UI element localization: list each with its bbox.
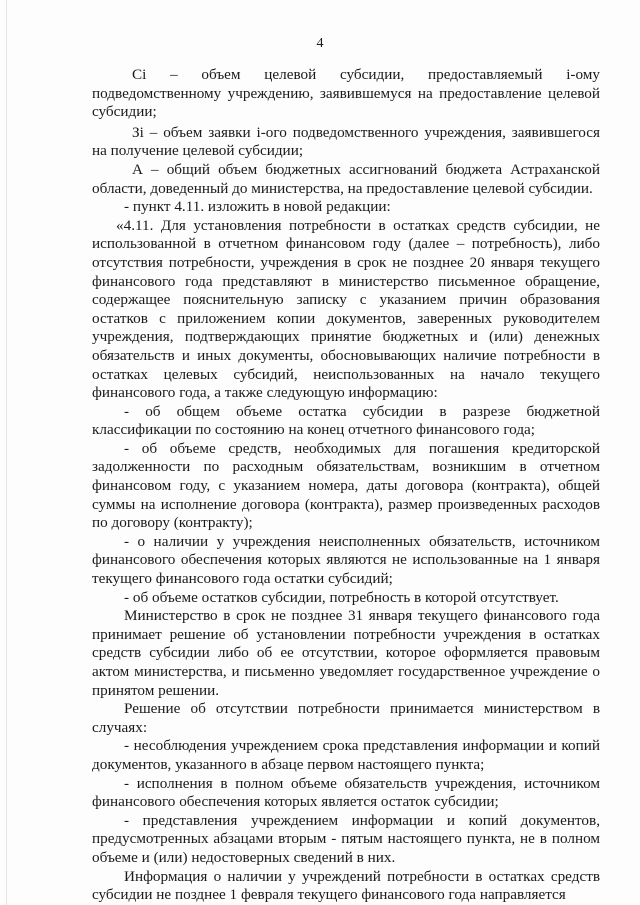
page-number: 4 (316, 36, 324, 51)
scan-edge-line (6, 0, 7, 905)
list-item-full-fulfillment: - исполнения в полном объеме обязательств учреждения, источником финансового обеспечения которых является остаток субсидии; (92, 774, 600, 811)
paragraph-ci-definition: Ci – объем целевой субсидии, предоставляемый i-ому подведомственному учреждению, заявившемуся на предоставление целевой субсидии; (92, 66, 600, 121)
list-item-incomplete-info: - представления учреждением информации и копий документов, предусмотренных абзацами вторым - пятым настоящего пункта, не в полном объеме и (или) недостоверных сведений в них. (92, 811, 600, 866)
paragraph-no-need-cases: Решение об отсутствии потребности принимается министерством в случаях: (92, 700, 600, 736)
paragraph-ministry-decision: Министерство в срок не позднее 31 января текущего финансового года принимает решение об установлении потребности учреждения в остатках средств субсидии либо об ее отсутствии, которое оформляется правовым актом министерства, и письменно уведомляет государственное учреждение о принятом решении. (92, 607, 600, 699)
list-item-no-need-balance: - об объеме остатков субсидии, потребность в которой отсутствует. (124, 588, 559, 606)
paragraph-amendment-intro: - пункт 4.11. изложить в новой редакции: (124, 198, 391, 216)
list-item-unfulfilled-obligations: - о наличии у учреждения неисполненных обязательств, источником финансового обеспечения которых являются не использованные на 1 января текущего финансового года остатки субсидий; (92, 532, 600, 588)
paragraph-information-deadline: Информация о наличии у учреждений потребности в остатках средств субсидии не позднее 1 февраля текущего финансового года направляется (92, 867, 600, 904)
list-item-deadline-breach: - несоблюдения учреждением срока представления информации и копий документов, указанного в абзаце первом настоящего пункта; (92, 737, 600, 773)
list-item-total-balance: - об общем объеме остатка субсидии в разрезе бюджетной классификации по состоянию на конец отчетного финансового года; (92, 402, 600, 439)
list-item-payables: - об объеме средств, необходимых для погашения кредиторской задолженности по расходным обязательствам, возникшим в отчетном финансовом году, с указанием номера, даты договора (контракта), общей суммы на исполнение договора (контракта), размер произведенных расходов по договору (контракту); (92, 439, 600, 532)
document-body (92, 66, 600, 905)
paragraph-zi-definition: Зi – объем заявки i-ого подведомственного учреждения, заявившегося на получение целевой субсидии; (92, 123, 600, 160)
paragraph-a-definition: А – общий объем бюджетных ассигнований бюджета Астраханской области, доведенный до министерства, на предоставление целевой субсидии. (92, 160, 600, 197)
paragraph-clause-4-11: «4.11. Для установления потребности в остатках средств субсидии, не использованной в отчетном финансовом году (далее – потребность), либо отсутствия потребности, учреждения в срок не позднее 20 января текущего финансового года представляют в министерство письменное обращение, содержащее пояснительную записку с указанием причин образования остатков с приложением копии документов, заверенных руководителем учреждения, подтверждающих принятие бюджетных и (или) денежных обязательств и иных документы, обосновывающих наличие потребности в остатках целевых субсидий, неиспользованных на начало текущего финансового года, а также следующую информацию: (92, 216, 600, 402)
